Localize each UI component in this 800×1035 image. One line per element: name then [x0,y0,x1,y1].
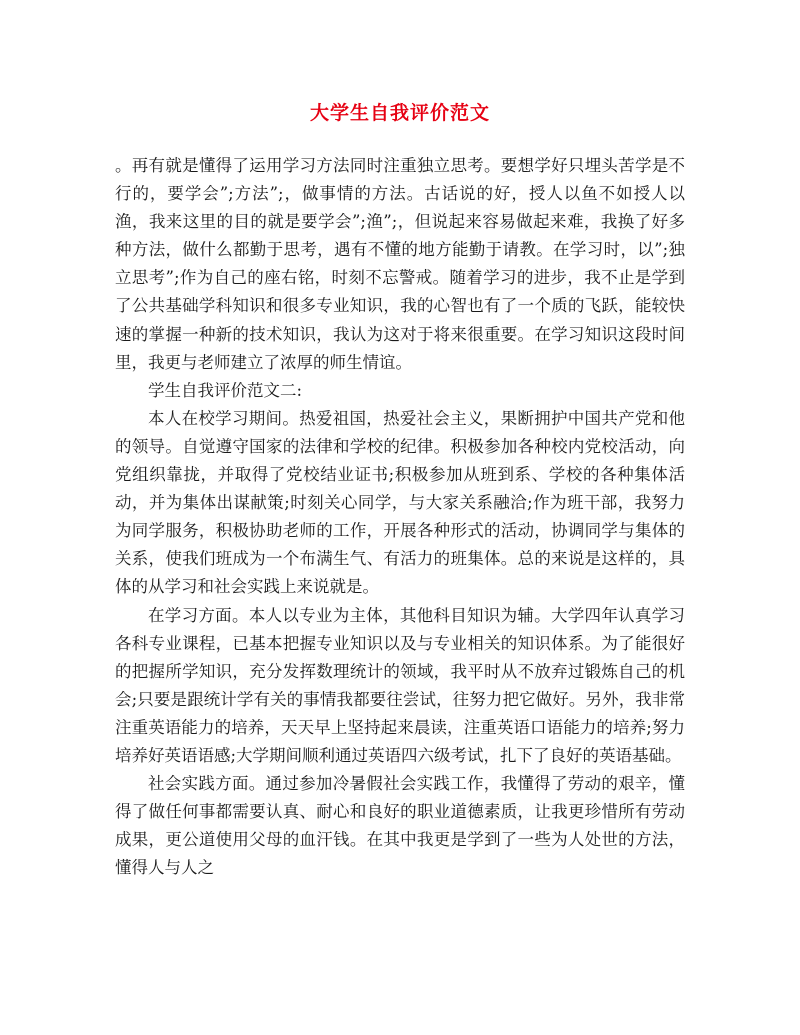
paragraph-3: 本人在校学习期间。热爱祖国，热爱社会主义，果断拥护中国共产党和他的领导。自觉遵守国家的法律和学校的纪律。积极参加各种校内党校活动，向党组织靠拢，并取得了党校结业证书;积极参加从班到系、学校的各种集体活动，并为集体出谋献策;时刻关心同学，与大家关系融洽;作为班干部，我努力为同学服务，积极协助老师的工作，开展各种形式的活动，协调同学与集体的关系，使我们班成为一个布满生气、有活力的班集体。总的来说是这样的，具体的从学习和社会实践上来说就是。 [115,408,685,597]
document-title: 大学生自我评价范文 [309,102,490,124]
paragraph-5: 社会实践方面。通过参加冷暑假社会实践工作，我懂得了劳动的艰辛，懂得了做任何事都需要认真、耐心和良好的职业道德素质，让我更珍惜所有劳动成果，更公道使用父母的血汗钱。在其中我更是学到了一些为人处世的方法，懂得人与人之 [115,774,685,878]
paragraph-2-heading: 学生自我评价范文二: [148,380,303,400]
paragraph-4: 在学习方面。本人以专业为主体，其他科目知识为辅。大学四年认真学习各科专业课程，已基本把握专业知识以及与专业相关的知识体系。为了能很好的把握所学知识，充分发挥数理统计的领域，我平时从不放弃过锻炼自己的机会;只要是跟统计学有关的事情我都要往尝试，往努力把它做好。另外，我非常注重英语能力的培养，天天早上坚持起来晨读，注重英语口语能力的培养;努力培养好英语语感;大学期间顺利通过英语四六级考试，扎下了良好的英语基础。 [115,605,685,765]
paragraph-1: 。再有就是懂得了运用学习方法同时注重独立思考。要想学好只埋头苦学是不行的，要学会”;方法”;，做事情的方法。古话说的好，授人以鱼不如授人以渔，我来这里的目的就是要学会”;渔”;，但说起来容易做起来难，我换了好多种方法，做什么都勤于思考，遇有不懂的地方能勤于请教。在学习时，以”;独立思考”;作为自己的座右铭，时刻不忘警戒。随着学习的进步，我不止是学到了公共基础学科知识和很多专业知识，我的心智也有了一个质的飞跃，能较快速的掌握一种新的技术知识，我认为这对于将来很重要。在学习知识这段时间里，我更与老师建立了浓厚的师生情谊。 [115,156,685,372]
document-body [115,152,685,882]
